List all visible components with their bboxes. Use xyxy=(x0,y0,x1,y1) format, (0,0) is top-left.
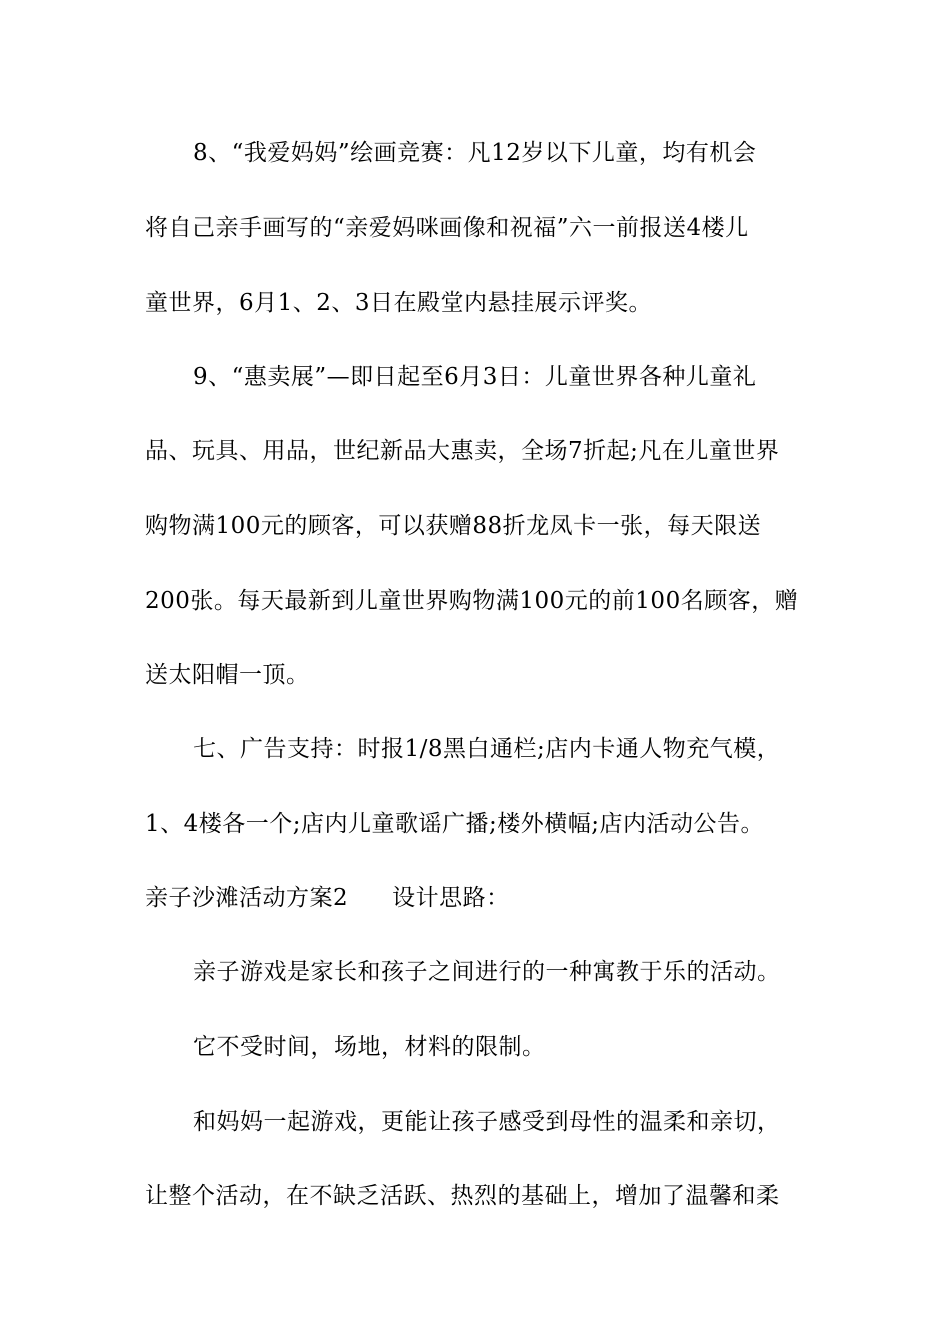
paragraph-line: 它不受时间，场地，材料的限制。 xyxy=(193,1034,546,1060)
paragraph-line: 1、4楼各一个;店内儿童歌谣广播;楼外横幅;店内活动公告。 xyxy=(145,811,765,837)
paragraph-line: 品、玩具、用品，世纪新品大惠卖，全场7折起;凡在儿童世界 xyxy=(145,438,780,464)
paragraph-line: 将自己亲手画写的“亲爱妈咪画像和祝福”六一前报送4楼儿 xyxy=(145,215,749,241)
paragraph-line: 让整个活动，在不缺乏活跃、热烈的基础上，增加了温馨和柔 xyxy=(145,1183,780,1209)
paragraph-line: 送太阳帽一顶。 xyxy=(145,662,310,688)
section-title: 亲子沙滩活动方案2 xyxy=(145,885,349,911)
paragraph-line: 200张。每天最新到儿童世界购物满100元的前100名顾客，赠 xyxy=(145,588,799,614)
section-title-line xyxy=(145,883,510,913)
section-subtitle: 设计思路： xyxy=(392,885,510,911)
paragraph-line: 和妈妈一起游戏，更能让孩子感受到母性的温柔和亲切， xyxy=(193,1109,781,1135)
paragraph-line: 七、广告支持：时报1/8黑白通栏;店内卡通人物充气模， xyxy=(193,736,781,762)
paragraph-line: 童世界，6月1、2、3日在殿堂内悬挂展示评奖。 xyxy=(145,290,653,316)
paragraph-line: 亲子游戏是家长和孩子之间进行的一种寓教于乐的活动。 xyxy=(193,959,781,985)
paragraph-line: 购物满100元的顾客，可以获赠88折龙凤卡一张，每天限送 xyxy=(145,513,762,539)
paragraph-line: 8、“我爱妈妈”绘画竞赛：凡12岁以下儿童，均有机会 xyxy=(193,140,757,166)
paragraph-line: 9、“惠卖展”—即日起至6月3日：儿童世界各种儿童礼 xyxy=(193,364,757,390)
